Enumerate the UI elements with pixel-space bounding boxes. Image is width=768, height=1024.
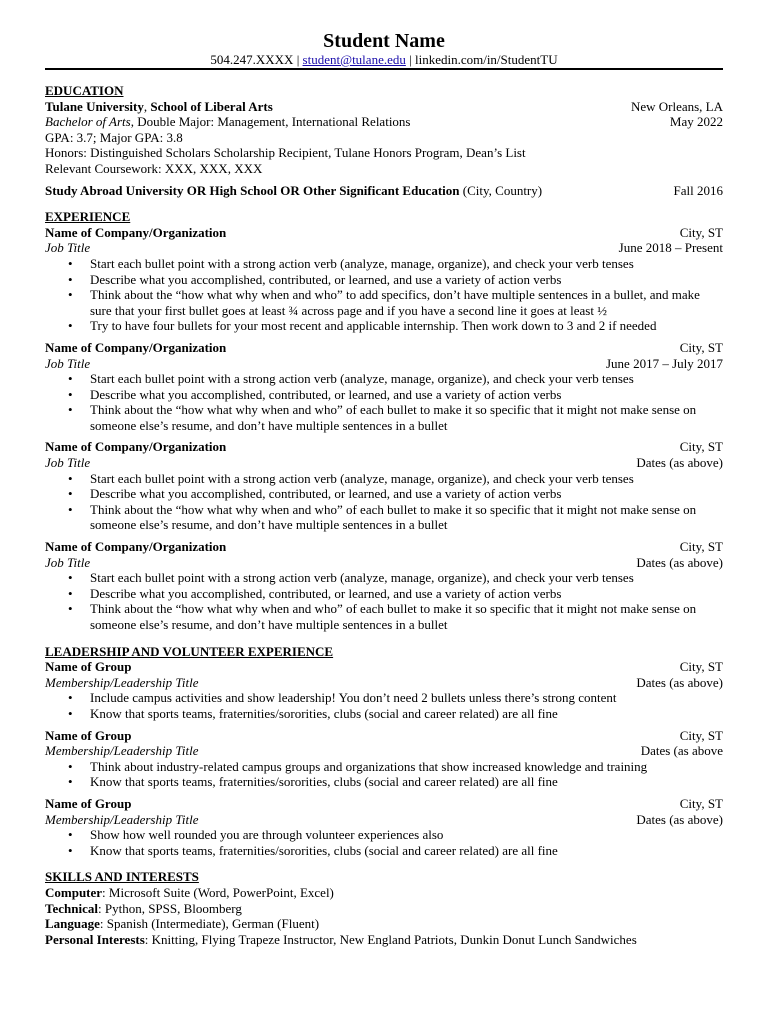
header-divider [45,68,723,70]
organization-name: Name of Company/Organization [45,439,227,455]
graduation-date: May 2022 [669,114,723,130]
bullet-item: • Try to have four bullets for your most recent and applicable internship. Then work down to 3 and 2 if needed [90,318,723,334]
resume-body [45,83,723,947]
job-entry [45,340,723,434]
bullet-item: • Know that sports teams, fraternities/sororities, clubs (social and career related) are all fine [90,774,723,790]
group-entry [45,728,723,790]
group-bullets [45,827,723,858]
email-link[interactable]: student@tulane.edu [302,52,406,67]
job-bullets [45,256,723,334]
contact-line [0,52,768,68]
job-bullets [45,570,723,632]
leadership-section [45,644,723,859]
group-bullets [45,759,723,790]
bullet-item: • Know that sports teams, fraternities/sororities, clubs (social and career related) are all fine [90,706,723,722]
education-row-university: Tulane University, School of Liberal Arts New Orleans, LA [45,98,723,114]
skill-line [45,901,723,917]
job-location: City, ST [679,339,723,355]
job-title: Job Title [45,455,91,471]
abroad-institution: Study Abroad University OR High School OR Other Significant Education [45,182,460,198]
abroad-location: (City, Country) [459,182,543,198]
abroad-date: Fall 2016 [673,182,723,198]
resume-header [0,0,768,68]
bullet-item: • Include campus activities and show leadership! You don’t need 2 bullets unless there’s strong content [90,690,723,706]
bullet-item: • Start each bullet point with a strong action verb (analyze, manage, organize), and check your verb tenses [90,371,723,387]
university-name: Tulane University [45,98,144,114]
skill-label: Personal Interests [45,931,145,947]
group-name: Name of Group [45,795,132,811]
bullet-item: • Know that sports teams, fraternities/sororities, clubs (social and career related) are all fine [90,843,723,859]
skill-value: : Python, SPSS, Bloomberg [97,900,242,916]
organization-name: Name of Company/Organization [45,339,227,355]
bullet-item: • Start each bullet point with a strong action verb (analyze, manage, organize), and check your verb tenses [90,570,723,586]
separator: | [293,52,303,67]
degree-majors: , Double Major: Management, International Relations [130,114,411,130]
bullet-item: • Start each bullet point with a strong action verb (analyze, manage, organize), and check your verb tenses [90,256,723,272]
group-role: Membership/Leadership Title [45,674,199,690]
skill-line [45,932,723,948]
group-name: Name of Group [45,727,132,743]
bullet-item: • Start each bullet point with a strong action verb (analyze, manage, organize), and check your verb tenses [90,471,723,487]
job-entry [45,225,723,334]
skill-label: Technical [45,900,98,916]
honors-line: Honors: Distinguished Scholars Scholarship Recipient, Tulane Honors Program, Dean’s List [45,145,526,161]
group-role: Membership/Leadership Title [45,811,199,827]
job-title: Job Title [45,240,91,256]
bullet-item: • Describe what you accomplished, contributed, or learned, and use a variety of action verbs [90,586,723,602]
group-role: Membership/Leadership Title [45,743,199,759]
skill-value: : Microsoft Suite (Word, PowerPoint, Excel) [102,884,334,900]
skill-value: : Knitting, Flying Trapeze Instructor, New England Patriots, Dunkin Donut Lunch Sandwiches [144,931,637,947]
skills-section [45,869,723,947]
group-location: City, ST [679,659,723,675]
job-dates: June 2018 – Present [618,240,723,256]
skill-value: : Spanish (Intermediate), German (Fluent) [99,916,320,932]
group-name: Name of Group [45,659,132,675]
job-dates: June 2017 – July 2017 [606,355,723,371]
section-title-education: EDUCATION [45,83,124,98]
job-bullets [45,471,723,533]
job-location: City, ST [679,224,723,240]
bullet-item: • Describe what you accomplished, contributed, or learned, and use a variety of action verbs [90,486,723,502]
group-dates: Dates (as above [640,743,723,759]
skill-line [45,916,723,932]
group-entry [45,659,723,721]
student-name: Student Name [323,30,445,52]
job-title: Job Title [45,554,91,570]
job-location: City, ST [679,539,723,555]
skill-label: Computer [45,884,103,900]
job-location: City, ST [679,439,723,455]
job-bullets [45,371,723,433]
degree-type: Bachelor of Arts [45,114,131,130]
bullet-item: • Describe what you accomplished, contributed, or learned, and use a variety of action verbs [90,272,723,288]
skill-label: Language [45,916,100,932]
bullet-item: • Show how well rounded you are through volunteer experiences also [90,827,723,843]
school-name: School of Liberal Arts [150,98,273,114]
bullet-item: • Think about the “how what why when and who” of each bullet to make it so specific that it might not make sense on someone else’s resume, and don’t have multiple sentences in a bullet [90,402,723,433]
bullet-item: • Describe what you accomplished, contributed, or learned, and use a variety of action verbs [90,387,723,403]
education-row-degree [45,114,723,130]
organization-name: Name of Company/Organization [45,539,227,555]
education-section [45,83,723,198]
group-location: City, ST [679,727,723,743]
group-dates: Dates (as above) [636,811,723,827]
bullet-item: • Think about industry-related campus groups and organizations that show increased knowledge and training [90,759,723,775]
group-bullets [45,690,723,721]
bullet-item: • Think about the “how what why when and who” of each bullet to make it so specific that it might not make sense on someone else’s resume, and don’t have multiple sentences in a bullet [90,502,723,533]
job-dates: Dates (as above) [636,554,723,570]
skill-line [45,885,723,901]
education-row-abroad [45,183,723,199]
group-dates: Dates (as above) [636,674,723,690]
separator: | [405,52,415,67]
experience-section [45,209,723,632]
group-entry [45,796,723,858]
university-location: New Orleans, LA [630,98,723,114]
phone-number: 504.247.XXXX [210,52,294,67]
linkedin-url: linkedin.com/in/StudentTU [414,52,558,67]
group-location: City, ST [679,795,723,811]
bullet-item: • Think about the “how what why when and who” of each bullet to make it so specific that it might not make sense on someone else’s resume, and don’t have multiple sentences in a bullet [90,601,723,632]
job-entry [45,439,723,533]
section-title-leadership: LEADERSHIP AND VOLUNTEER EXPERIENCE [45,643,334,659]
job-dates: Dates (as above) [636,455,723,471]
coursework-line: Relevant Coursework: XXX, XXX, XXX [45,160,263,176]
section-title-experience: EXPERIENCE [45,209,131,225]
gpa-line: GPA: 3.7; Major GPA: 3.8 [45,129,183,145]
bullet-item: • Think about the “how what why when and who” to add specifics, don’t have multiple sentences in a bullet, and make sure that your first bullet goes at least ¾ across page and if you have a second line it goes at least ½ [90,287,723,318]
organization-name: Name of Company/Organization [45,224,227,240]
job-entry [45,539,723,633]
section-title-skills: SKILLS AND INTERESTS [45,869,199,885]
job-title: Job Title [45,355,91,371]
